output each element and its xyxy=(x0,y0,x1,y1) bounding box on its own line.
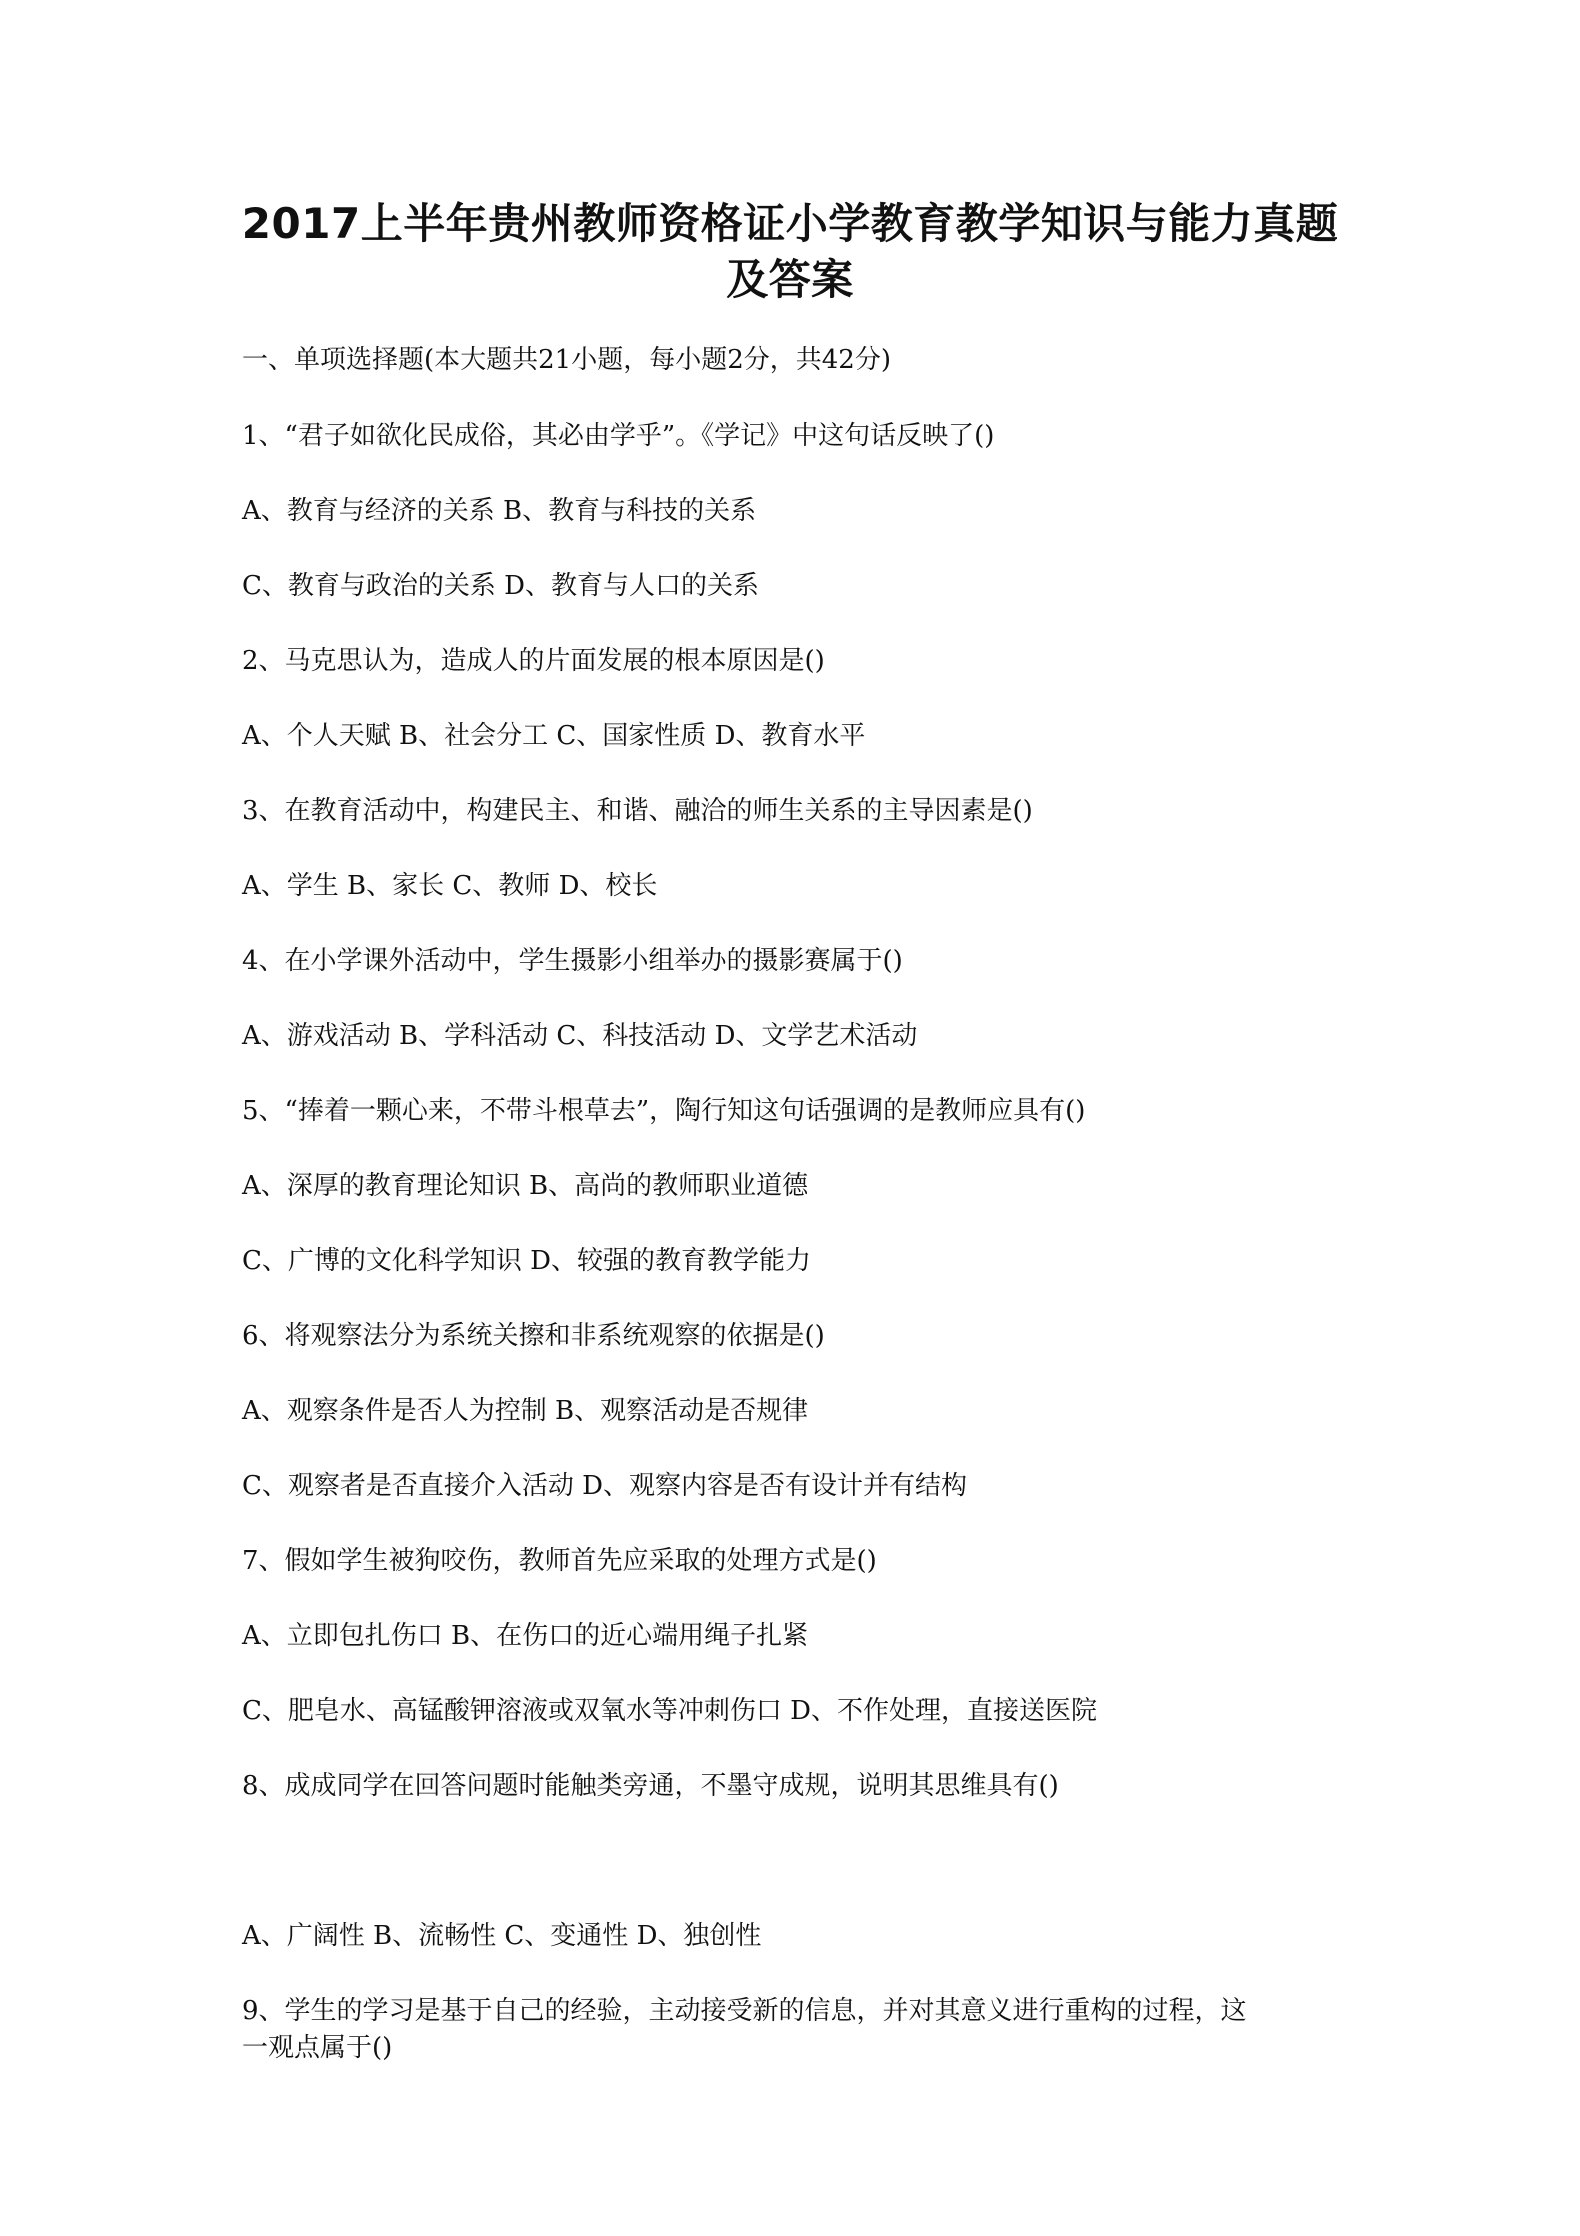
document-title-line-1: 2017上半年贵州教师资格证小学教育教学知识与能力真题 xyxy=(241,199,1339,248)
question-6: 6、将观察法分为系统关擦和非系统观察的依据是() xyxy=(242,1321,825,1351)
section-heading: 一、单项选择题(本大题共21小题，每小题2分，共42分) xyxy=(242,345,891,375)
question-1: 1、“君子如欲化民成俗，其必由学乎”。《学记》中这句话反映了() xyxy=(242,421,995,451)
question-9-line-2: 一观点属于() xyxy=(242,2033,393,2063)
question-9-line-1: 9、学生的学习是基于自己的经验，主动接受新的信息，并对其意义进行重构的过程，这 xyxy=(242,1996,1247,2026)
question-1-options-cd: C、教育与政治的关系 D、教育与人口的关系 xyxy=(242,571,760,601)
question-4: 4、在小学课外活动中，学生摄影小组举办的摄影赛属于() xyxy=(242,946,903,976)
question-1-options-ab: A、教育与经济的关系 B、教育与科技的关系 xyxy=(242,496,757,526)
question-8-options: A、广阔性 B、流畅性 C、变通性 D、独创性 xyxy=(242,1921,762,1951)
question-5: 5、“捧着一颗心来，不带斗根草去”，陶行知这句话强调的是教师应具有() xyxy=(242,1096,1086,1126)
question-4-options: A、游戏活动 B、学科活动 C、科技活动 D、文学艺术活动 xyxy=(242,1021,918,1051)
question-8: 8、成成同学在回答问题时能触类旁通，不墨守成规，说明其思维具有() xyxy=(242,1771,1059,1801)
question-3: 3、在教育活动中，构建民主、和谐、融洽的师生关系的主导因素是() xyxy=(242,796,1033,826)
question-5-options-cd: C、广博的文化科学知识 D、较强的教育教学能力 xyxy=(242,1246,812,1276)
question-6-options-ab: A、观察条件是否人为控制 B、观察活动是否规律 xyxy=(242,1396,809,1426)
question-2-options: A、个人天赋 B、社会分工 C、国家性质 D、教育水平 xyxy=(242,721,866,751)
question-2: 2、马克思认为，造成人的片面发展的根本原因是() xyxy=(242,646,825,676)
question-7: 7、假如学生被狗咬伤，教师首先应采取的处理方式是() xyxy=(242,1546,877,1576)
question-7-options-cd: C、肥皂水、高锰酸钾溶液或双氧水等冲刺伤口 D、不作处理，直接送医院 xyxy=(242,1696,1098,1726)
question-6-options-cd: C、观察者是否直接介入活动 D、观察内容是否有设计并有结构 xyxy=(242,1471,968,1501)
question-3-options: A、学生 B、家长 C、教师 D、校长 xyxy=(242,871,658,901)
document-title-line-2: 及答案 xyxy=(726,255,854,304)
question-5-options-ab: A、深厚的教育理论知识 B、高尚的教师职业道德 xyxy=(242,1171,809,1201)
question-7-options-ab: A、立即包扎伤口 B、在伤口的近心端用绳子扎紧 xyxy=(242,1621,809,1651)
